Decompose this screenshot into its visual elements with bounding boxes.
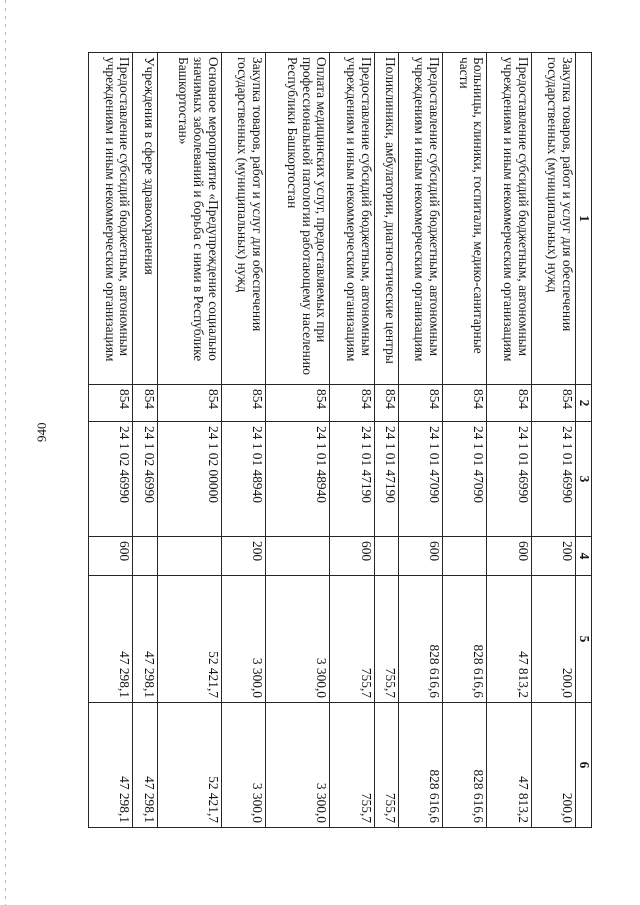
row-code-4: 600 [487, 537, 531, 576]
row-name: Закупка товаров, работ и услуг для обеспечения государственных (муниципальных) нужд [531, 53, 575, 385]
row-code-4 [157, 537, 221, 576]
table-row [330, 53, 374, 828]
row-code-4: 600 [89, 537, 133, 576]
column-header-6: 6 [576, 703, 592, 828]
row-value-5: 47 298,1 [133, 576, 157, 703]
table-row [89, 53, 133, 828]
row-value-6: 3 300,0 [266, 703, 330, 828]
row-name: Предоставление субсидий бюджетным, автономным учреждениям и иным некоммерческим организациям [487, 53, 531, 385]
row-code-2: 854 [89, 385, 133, 422]
row-code-3: 24 1 01 47190 [330, 422, 374, 537]
budget-table [88, 52, 592, 828]
header-row [576, 53, 592, 828]
row-value-6: 52 421,7 [157, 703, 221, 828]
row-value-6: 47 298,1 [133, 703, 157, 828]
row-code-2: 854 [531, 385, 575, 422]
row-name: Учреждения в сфере здравоохранения [133, 53, 157, 385]
row-code-3: 24 1 01 46990 [531, 422, 575, 537]
row-code-4 [133, 537, 157, 576]
table-row [374, 53, 398, 828]
table-body [89, 53, 576, 828]
row-value-6: 828 616,6 [443, 703, 487, 828]
row-code-3: 24 1 01 48940 [266, 422, 330, 537]
row-code-2: 854 [157, 385, 221, 422]
row-code-3: 24 1 01 47090 [443, 422, 487, 537]
row-value-6: 200,0 [531, 703, 575, 828]
row-code-4: 600 [330, 537, 374, 576]
row-code-3: 24 1 01 47190 [374, 422, 398, 537]
row-code-3: 24 1 01 47090 [398, 422, 442, 537]
row-name: Закупка товаров, работ и услуг для обеспечения государственных (муниципальных) нужд [221, 53, 265, 385]
row-value-5: 755,7 [374, 576, 398, 703]
table-row [531, 53, 575, 828]
column-header-5: 5 [576, 576, 592, 703]
row-name: Предоставление субсидий бюджетным, автономным учреждениям и иным некоммерческим организациям [398, 53, 442, 385]
column-header-1: 1 [576, 53, 592, 385]
row-code-3: 24 1 01 48940 [221, 422, 265, 537]
row-value-6: 47 298,1 [89, 703, 133, 828]
row-name: Больницы, клиники, госпитали, медико-санитарные части [443, 53, 487, 385]
row-value-6: 755,7 [374, 703, 398, 828]
row-value-6: 828 616,6 [398, 703, 442, 828]
row-name: Поликлиники, амбулатории, диагностические центры [374, 53, 398, 385]
row-value-5: 47 298,1 [89, 576, 133, 703]
row-value-5: 828 616,6 [443, 576, 487, 703]
row-code-2: 854 [443, 385, 487, 422]
row-code-4: 200 [531, 537, 575, 576]
row-name: Предоставление субсидий бюджетным, автономным учреждениям и иным некоммерческим организациям [89, 53, 133, 385]
row-name: Предоставление субсидий бюджетным, автономным учреждениям и иным некоммерческим организациям [330, 53, 374, 385]
row-code-2: 854 [266, 385, 330, 422]
row-value-6: 3 300,0 [221, 703, 265, 828]
table-row [398, 53, 442, 828]
row-code-2: 854 [374, 385, 398, 422]
row-code-2: 854 [487, 385, 531, 422]
page-number: 940 [34, 422, 49, 442]
row-value-5: 52 421,7 [157, 576, 221, 703]
row-code-2: 854 [330, 385, 374, 422]
column-header-3: 3 [576, 422, 592, 537]
row-value-5: 828 616,6 [398, 576, 442, 703]
table-row [443, 53, 487, 828]
row-code-4: 600 [398, 537, 442, 576]
row-code-4 [443, 537, 487, 576]
row-value-6: 755,7 [330, 703, 374, 828]
table-row [157, 53, 221, 828]
row-code-2: 854 [133, 385, 157, 422]
row-name: Основное мероприятие «Предупреждение социально значимых заболеваний и борьба с ними в Республике Башкортостан» [157, 53, 221, 385]
column-header-2: 2 [576, 385, 592, 422]
row-value-6: 47 813,2 [487, 703, 531, 828]
table-row [133, 53, 157, 828]
row-code-3: 24 1 02 46990 [89, 422, 133, 537]
row-value-5: 200,0 [531, 576, 575, 703]
row-code-4 [374, 537, 398, 576]
budget-table-container [88, 52, 592, 827]
table-row [221, 53, 265, 828]
row-name: Оплата медицинских услуг, предоставляемых при профессиональной патологии работающему населению Республики Башкортостан [266, 53, 330, 385]
row-code-3: 24 1 01 46990 [487, 422, 531, 537]
row-value-5: 47 813,2 [487, 576, 531, 703]
table-row [487, 53, 531, 828]
row-value-5: 755,7 [330, 576, 374, 703]
column-header-4: 4 [576, 537, 592, 576]
row-code-4 [266, 537, 330, 576]
row-code-3: 24 1 02 46990 [133, 422, 157, 537]
row-value-5: 3 300,0 [266, 576, 330, 703]
row-code-3: 24 1 02 00000 [157, 422, 221, 537]
row-code-2: 854 [398, 385, 442, 422]
scan-edge [5, 0, 6, 905]
table-row [266, 53, 330, 828]
row-code-2: 854 [221, 385, 265, 422]
row-code-4: 200 [221, 537, 265, 576]
row-value-5: 3 300,0 [221, 576, 265, 703]
